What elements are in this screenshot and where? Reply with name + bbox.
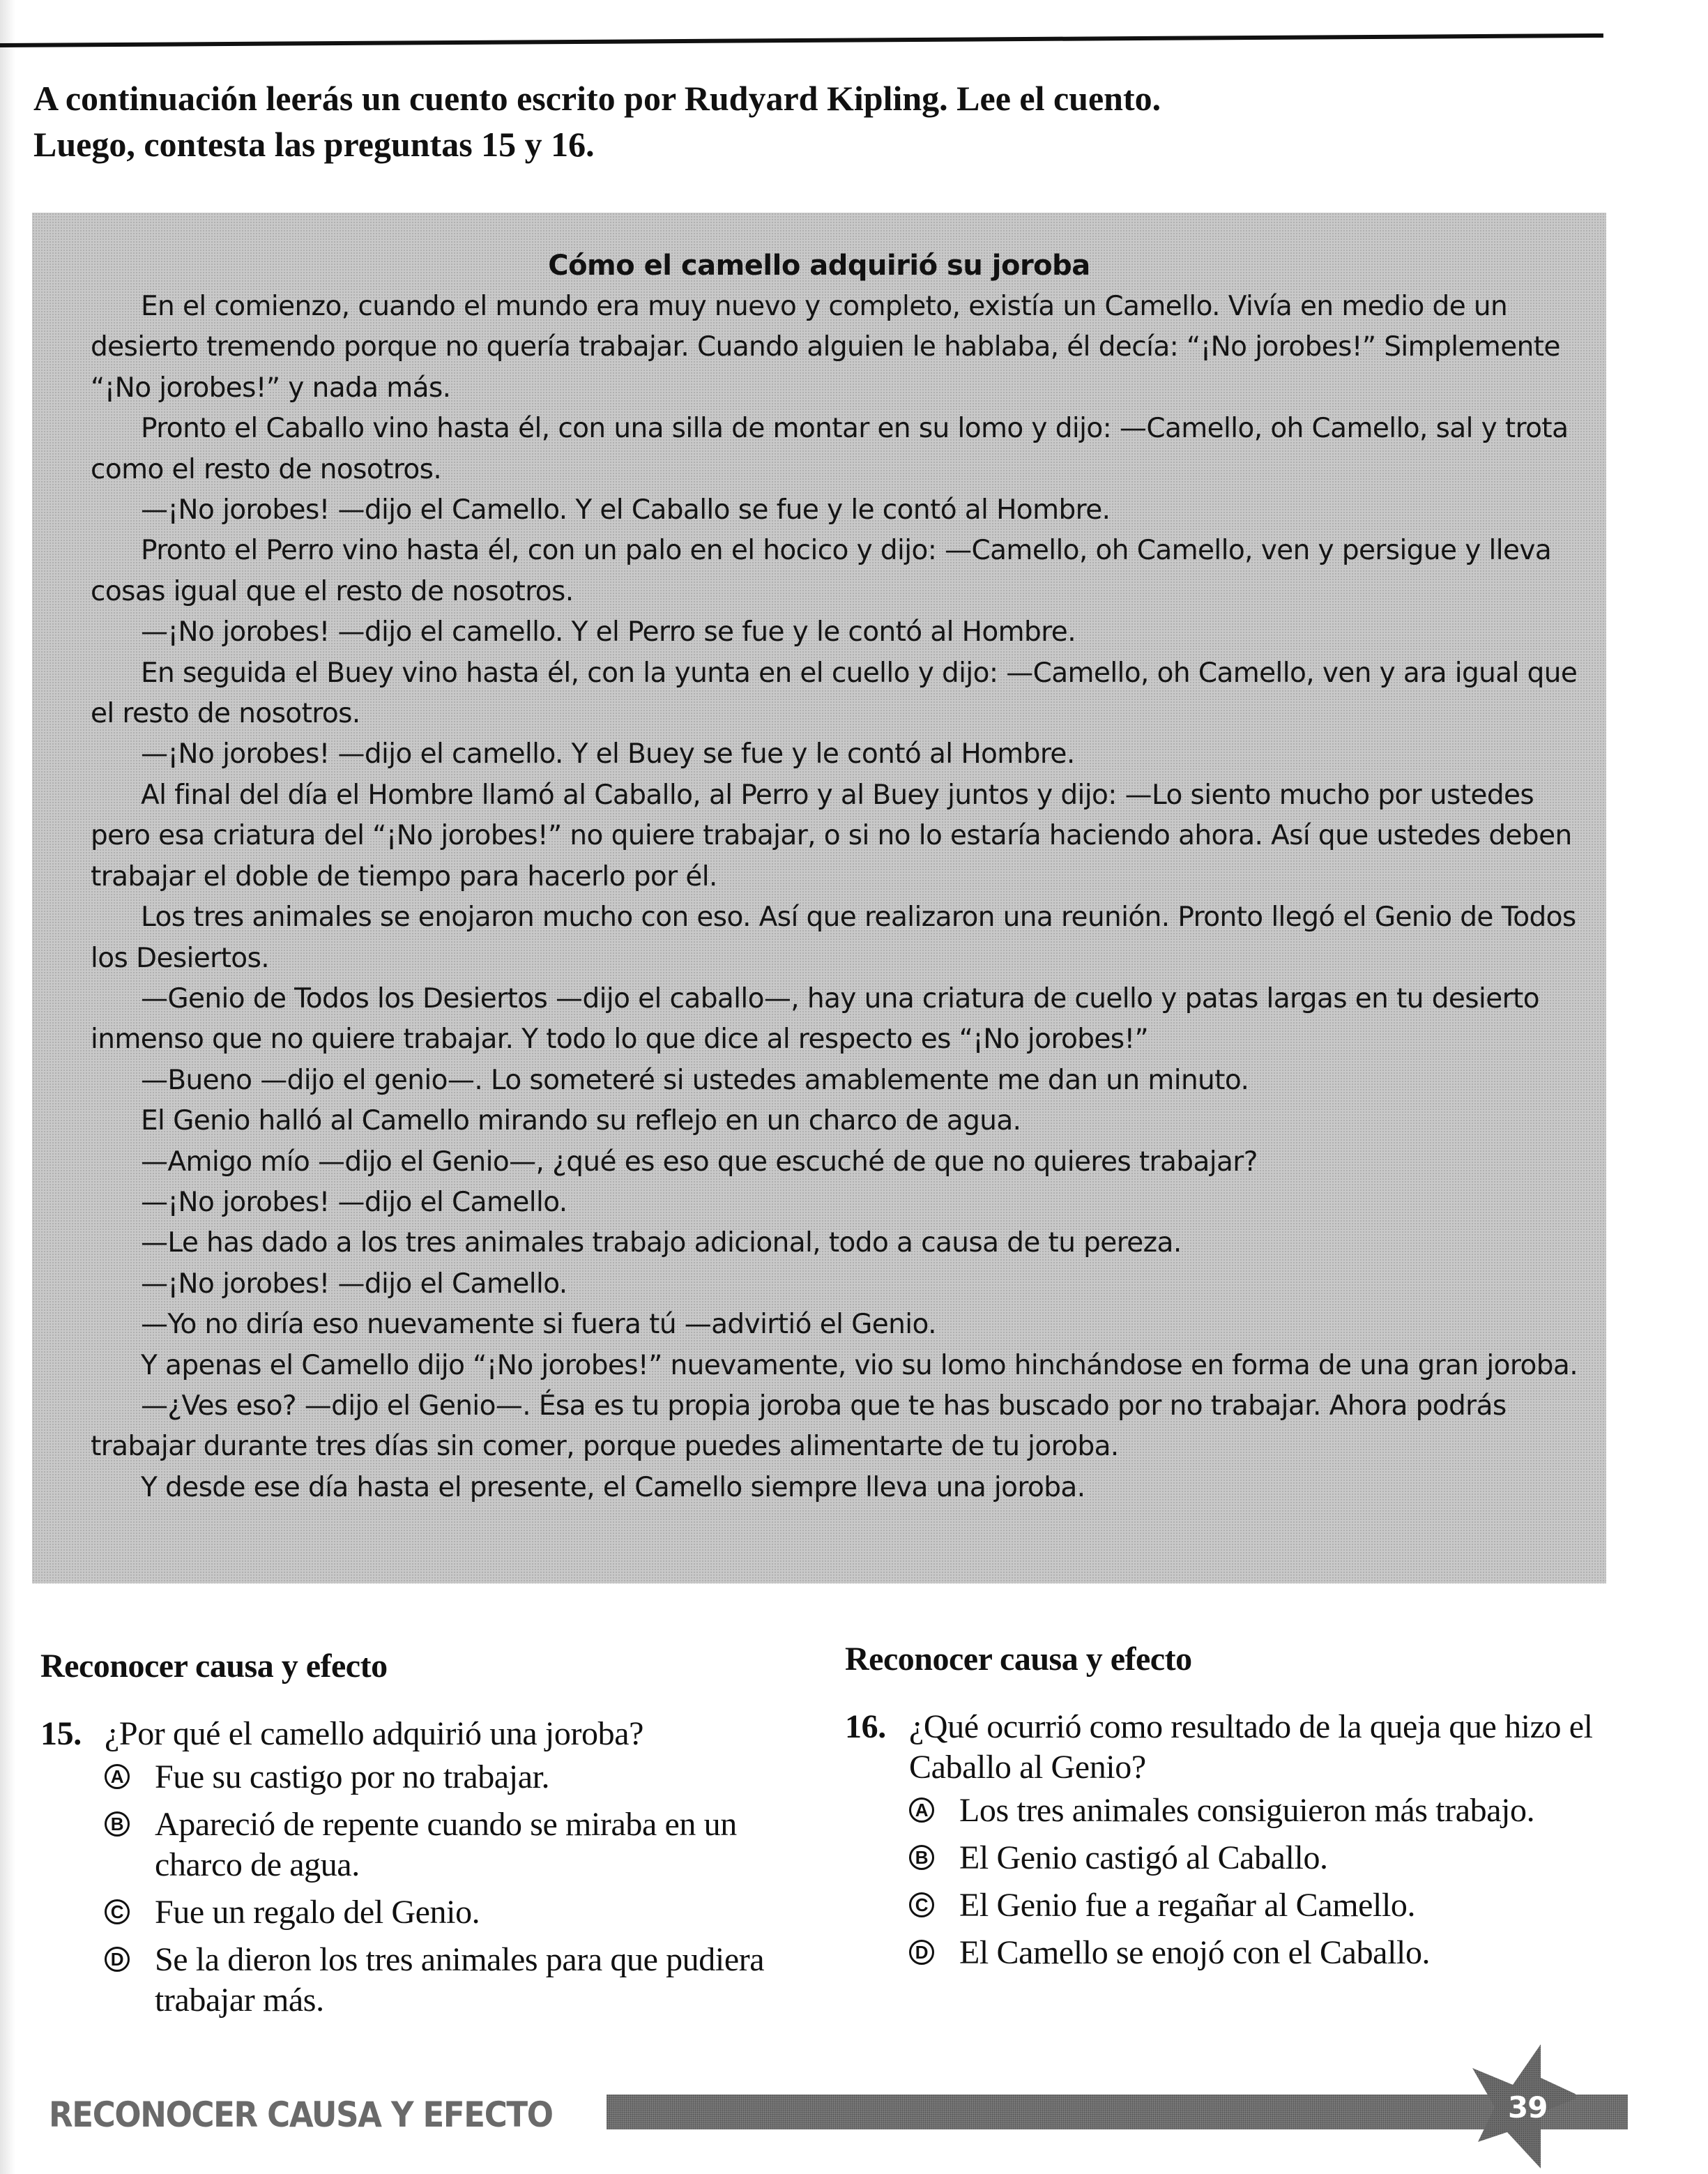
answer-option-b[interactable] — [105, 1804, 821, 1885]
story-paragraph: —Amigo mío —dijo el Genio—, ¿qué es eso que escuché de que no quieres trabajar? — [141, 1146, 1258, 1178]
answer-text: Los tres animales consiguieron más trabajo. — [959, 1792, 1535, 1829]
answer-options — [105, 1757, 821, 2021]
instructions-line-1: A continuación leerás un cuento escrito por Rudyard Kipling. Lee el cuento. — [33, 79, 1161, 118]
page-number: 39 — [1508, 2090, 1548, 2124]
story-paragraph: —Le has dado a los tres animales trabajo adicional, todo a causa de tu pereza. — [141, 1227, 1182, 1259]
instructions — [33, 75, 1497, 167]
answer-option-b[interactable] — [909, 1838, 1626, 1878]
answer-text: Fue su castigo por no trabajar. — [155, 1758, 550, 1795]
story-paragraph: —¡No jorobes! —dijo el Camello. — [141, 1186, 567, 1218]
answer-bubble-b-icon[interactable]: B — [105, 1811, 130, 1837]
answer-bubble-c-icon[interactable]: C — [909, 1892, 934, 1917]
story-paragraph: En seguida el Buey vino hasta él, con la yunta en el cuello y dijo: —Camello, oh Camello, ven y ara igual que el resto de nosotros. — [91, 657, 1578, 730]
question-stem — [845, 1707, 1626, 1788]
question-skill-heading: Reconocer causa y efecto — [40, 1648, 388, 1685]
story-paragraph: —Yo no diría eso nuevamente si fuera tú —advirtió el Genio. — [141, 1309, 936, 1341]
story-paragraph: —Bueno —dijo el genio—. Lo someteré si ustedes amablemente me dan un minuto. — [141, 1064, 1249, 1096]
story-paragraph: Pronto el Caballo vino hasta él, con una silla de montar en su lomo y dijo: —Camello, oh Camello, sal y trota como el resto de nosotros. — [91, 413, 1569, 485]
story-passage-box — [32, 213, 1606, 1583]
answer-option-c[interactable] — [105, 1892, 821, 1933]
answer-option-d[interactable] — [105, 1940, 821, 2021]
page-edge-shadow — [0, 0, 15, 2174]
story-paragraph: En el comienzo, cuando el mundo era muy nuevo y completo, existía un Camello. Vivía en medio de un desierto tremendo porque no quería trabajar. Cuando alguien le hablaba, él decía: “¡No jorobes!” Simplemente “¡No jorobes!” y nada más. — [91, 291, 1560, 404]
answer-option-a[interactable] — [909, 1791, 1626, 1831]
story-paragraph: —¡No jorobes! —dijo el camello. Y el Buey se fue y le contó al Hombre. — [141, 738, 1075, 770]
story-paragraph: —¡No jorobes! —dijo el Camello. — [141, 1268, 567, 1300]
answer-option-c[interactable] — [909, 1885, 1626, 1926]
answer-option-a[interactable] — [105, 1757, 821, 1797]
story-paragraph: —¡No jorobes! —dijo el Camello. Y el Caballo se fue y le contó al Hombre. — [141, 494, 1111, 526]
instructions-line-2: Luego, contesta las preguntas 15 y 16. — [33, 125, 595, 164]
answer-bubble-a-icon[interactable]: A — [105, 1764, 130, 1789]
story-paragraph: Y apenas el Camello dijo “¡No jorobes!” nuevamente, vio su lomo hinchándose en forma de una gran joroba. — [141, 1349, 1578, 1381]
answer-bubble-a-icon[interactable]: A — [909, 1797, 934, 1823]
story-paragraph: —Genio de Todos los Desiertos —dijo el caballo—, hay una criatura de cuello y patas largas en tu desierto inmenso que no quiere trabajar. Y todo lo que dice al respecto es “¡No jorobes!” — [91, 982, 1539, 1056]
answer-bubble-d-icon[interactable]: D — [909, 1940, 934, 1965]
answer-options — [909, 1791, 1626, 1973]
question-text: ¿Por qué el camello adquirió una joroba? — [105, 1715, 644, 1752]
answer-bubble-b-icon[interactable]: B — [909, 1845, 934, 1870]
answer-bubble-d-icon[interactable]: D — [105, 1947, 130, 1972]
story-paragraph: Los tres animales se enojaron mucho con eso. Así que realizaron una reunión. Pronto llegó el Genio de Todos los Desiertos. — [91, 902, 1576, 974]
answer-text: El Genio fue a regañar al Camello. — [959, 1887, 1416, 1924]
question-15 — [40, 1645, 821, 2028]
question-16 — [845, 1639, 1626, 1980]
question-stem — [40, 1714, 821, 1754]
story-paragraph: Y desde ese día hasta el presente, el Camello siempre lleva una joroba. — [141, 1471, 1085, 1503]
answer-text: Apareció de repente cuando se miraba en un charco de agua. — [155, 1806, 737, 1883]
question-text: ¿Qué ocurrió como resultado de la queja que hizo el Caballo al Genio? — [909, 1708, 1593, 1786]
story-paragraph: —¿Ves eso? —dijo el Genio—. Ésa es tu propia joroba que te has buscado por no trabajar. Ahora podrás trabajar durante tres días sin comer, porque puedes alimentarte de tu joroba. — [91, 1390, 1507, 1463]
answer-text: El Camello se enojó con el Caballo. — [959, 1934, 1431, 1971]
answer-text: Se la dieron los tres animales para que pudiera trabajar más. — [155, 1941, 765, 2019]
answer-bubble-c-icon[interactable]: C — [105, 1899, 130, 1924]
story-title: Cómo el camello adquirió su joroba — [548, 250, 1090, 282]
story-body — [91, 287, 1589, 1508]
answer-option-d[interactable] — [909, 1933, 1626, 1973]
story-paragraph: Al final del día el Hombre llamó al Caballo, al Perro y al Buey juntos y dijo: —Lo siento mucho por ustedes pero esa criatura del “¡No jorobes!” no quiere trabajar, o si no lo estaría haciendo ahora. Así que ustedes deben trabajar el doble de tiempo para hacerlo por él. — [91, 779, 1572, 892]
story-paragraph: —¡No jorobes! —dijo el camello. Y el Perro se fue y le contó al Hombre. — [141, 616, 1076, 648]
story-paragraph: Pronto el Perro vino hasta él, con un palo en el hocico y dijo: —Camello, oh Camello, ven y persigue y lleva cosas igual que el resto de nosotros. — [91, 535, 1552, 607]
question-number: 15. — [40, 1715, 82, 1752]
top-rule-divider — [0, 33, 1603, 47]
footer-section-label: RECONOCER CAUSA Y EFECTO — [49, 2095, 553, 2135]
question-number: 16. — [845, 1708, 886, 1745]
question-skill-heading: Reconocer causa y efecto — [845, 1641, 1192, 1678]
page-footer — [0, 2078, 1708, 2148]
answer-text: El Genio castigó al Caballo. — [959, 1839, 1328, 1876]
answer-text: Fue un regalo del Genio. — [155, 1894, 480, 1931]
story-paragraph: El Genio halló al Camello mirando su reflejo en un charco de agua. — [141, 1105, 1021, 1137]
